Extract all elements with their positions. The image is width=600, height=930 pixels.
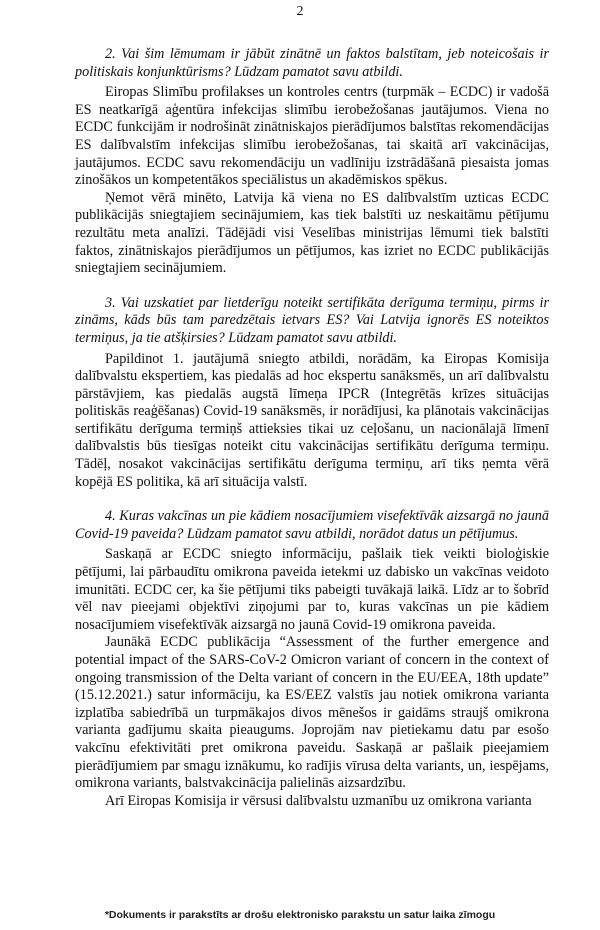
page-number: 2: [296, 4, 304, 19]
question-3-text: 3. Vai uzskatiet par lietderīgu noteikt sertifikāta derīguma termiņu, pirms ir zināms, kāds būs tam paredzētais ietvars ES? Vai Latvija ignorēs ES noteiktos termiņus, ja tie atšķirsies? Lūdzam pamatot savu atbildi.: [75, 294, 549, 346]
answer-2-paragraph-2: Ņemot vērā minēto, Latvija kā viena no ES dalībvalstīm uzticas ECDC publikācijās sniegtajiem secinājumiem, kas tiek balstīti uz neskaitāmu pētījumu rezultātu meta analīzi. Tādējādi visi Veselības ministrijas lēmumi tiek balstīti faktos, zinātniskajos pierādījumos un pētījumos, kas izriet no ECDC publikācijās sniegtajiem secinājumiem.: [75, 189, 549, 277]
answer-4-paragraph-3: Arī Eiropas Komisija ir vērsusi dalībvalstu uzmanību uz omikrona varianta: [105, 792, 532, 809]
answer-3-paragraph-1: Papildinot 1. jautājumā sniegto atbildi, norādām, ka Eiropas Komisija dalībvalstu ekspertiem, kas piedalās ad hoc ekspertu sanāksmēs, un arī dalībvalstu pārstāvjiem, kas piedalās augstā līmeņa IPCR (Integrētās krīzes situācijas politiskās reaģēšanas) Covid-19 sanāksmēs, ir norādījusi, ka plānotais vakcinācijas sertifikātu derīguma termiņš attieksies tikai uz ceļošanu, un nacionālajā līmenī dalībvalstis būs tiesīgas noteikt citu vakcinācijas sertifikātu derīguma termiņu. Tādēļ, nosakot vakcinācijas sertifikātu derīguma termiņu, arī tiks ņemta vērā kopējā ES politika, kā arī situācija valstī.: [75, 350, 549, 490]
question-4-text: 4. Kuras vakcīnas un pie kādiem nosacījumiem visefektīvāk aizsargā no jaunā Covid-19 paveida? Lūdzam pamatot savu atbildi, norādot datus un pētījumus.: [75, 508, 549, 542]
question-3-section: [75, 295, 549, 348]
question-4-section: [75, 508, 549, 543]
answer-4-paragraph-2: Jaunākā ECDC publikācija “Assessment of the further emergence and potential impact of the SARS-CoV-2 Omicron variant of concern in the context of ongoing transmission of the Delta variant of concern in the EU/EEA, 18th update” (15.12.2021.) satur informāciju, ka ES/EEZ valstīs jau notiek omikrona varianta izplatība sabiedrībā un turpmākajos divos mēnešos ir gaidāms straujš omikrona varianta gadījumu skaita pieaugums. Joprojām nav pietiekamu datu par esošo vakcīnu efektivitāti pret omikrona paveidu. Saskaņā ar pašlaik pieejamiem pierādījumiem par smagu iznākumu, ko radījis vīrusa delta variants, un, iespējams, omikrona variants, balstvakcinācija palielinās aizsardzību.: [75, 634, 549, 792]
answer-2-paragraph-1: Eiropas Slimību profilakses un kontroles centrs (turpmāk – ECDC) ir vadošā ES neatkarīgā aģentūra infekcijas slimību ierobežošanas jautājumos. Viena no ECDC funkcijām ir nodrošināt zinātniskajos pierādījumos balstītas rekomendācijas ES dalībvalstīm infekcijas slimību ierobežošanas, tai skaitā arī vakcinācijas, jautājumos. ECDC savu rekomendāciju un vadlīniju izstrādāšanā piesaista jomas zinošākos un kompetentākos speciālistus un akadēmiskos spēkus.: [75, 84, 549, 189]
answer-4-paragraph-1: Saskaņā ar ECDC sniegto informāciju, pašlaik tiek veikti bioloģiskie pētījumi, lai pārbaudītu omikrona paveida ietekmi uz dabisko un vakcīnas veidoto imunitāti. ECDC cer, ka šie pētījumi tiks pabeigti tuvākajā laikā. Līdz ar to šobrīd vēl nav pieejami objektīvi ziņojumi par to, kuras vakcīnas un pie kādiem nosacījumiem visefektīvāk aizsargā no jaunā Covid-19 omikrona paveida.: [75, 546, 549, 633]
question-2-section: [75, 46, 549, 81]
question-2-text: 2. Vai šim lēmumam ir jābūt zinātnē un faktos balstītam, jeb noteicošais ir politiskais konjunktūrisms? Lūdzam pamatot savu atbildi.: [75, 46, 549, 80]
document-body: [75, 46, 549, 810]
signature-footer-note: *Dokuments ir parakstīts ar drošu elektronisko parakstu un satur laika zīmogu: [104, 909, 496, 921]
